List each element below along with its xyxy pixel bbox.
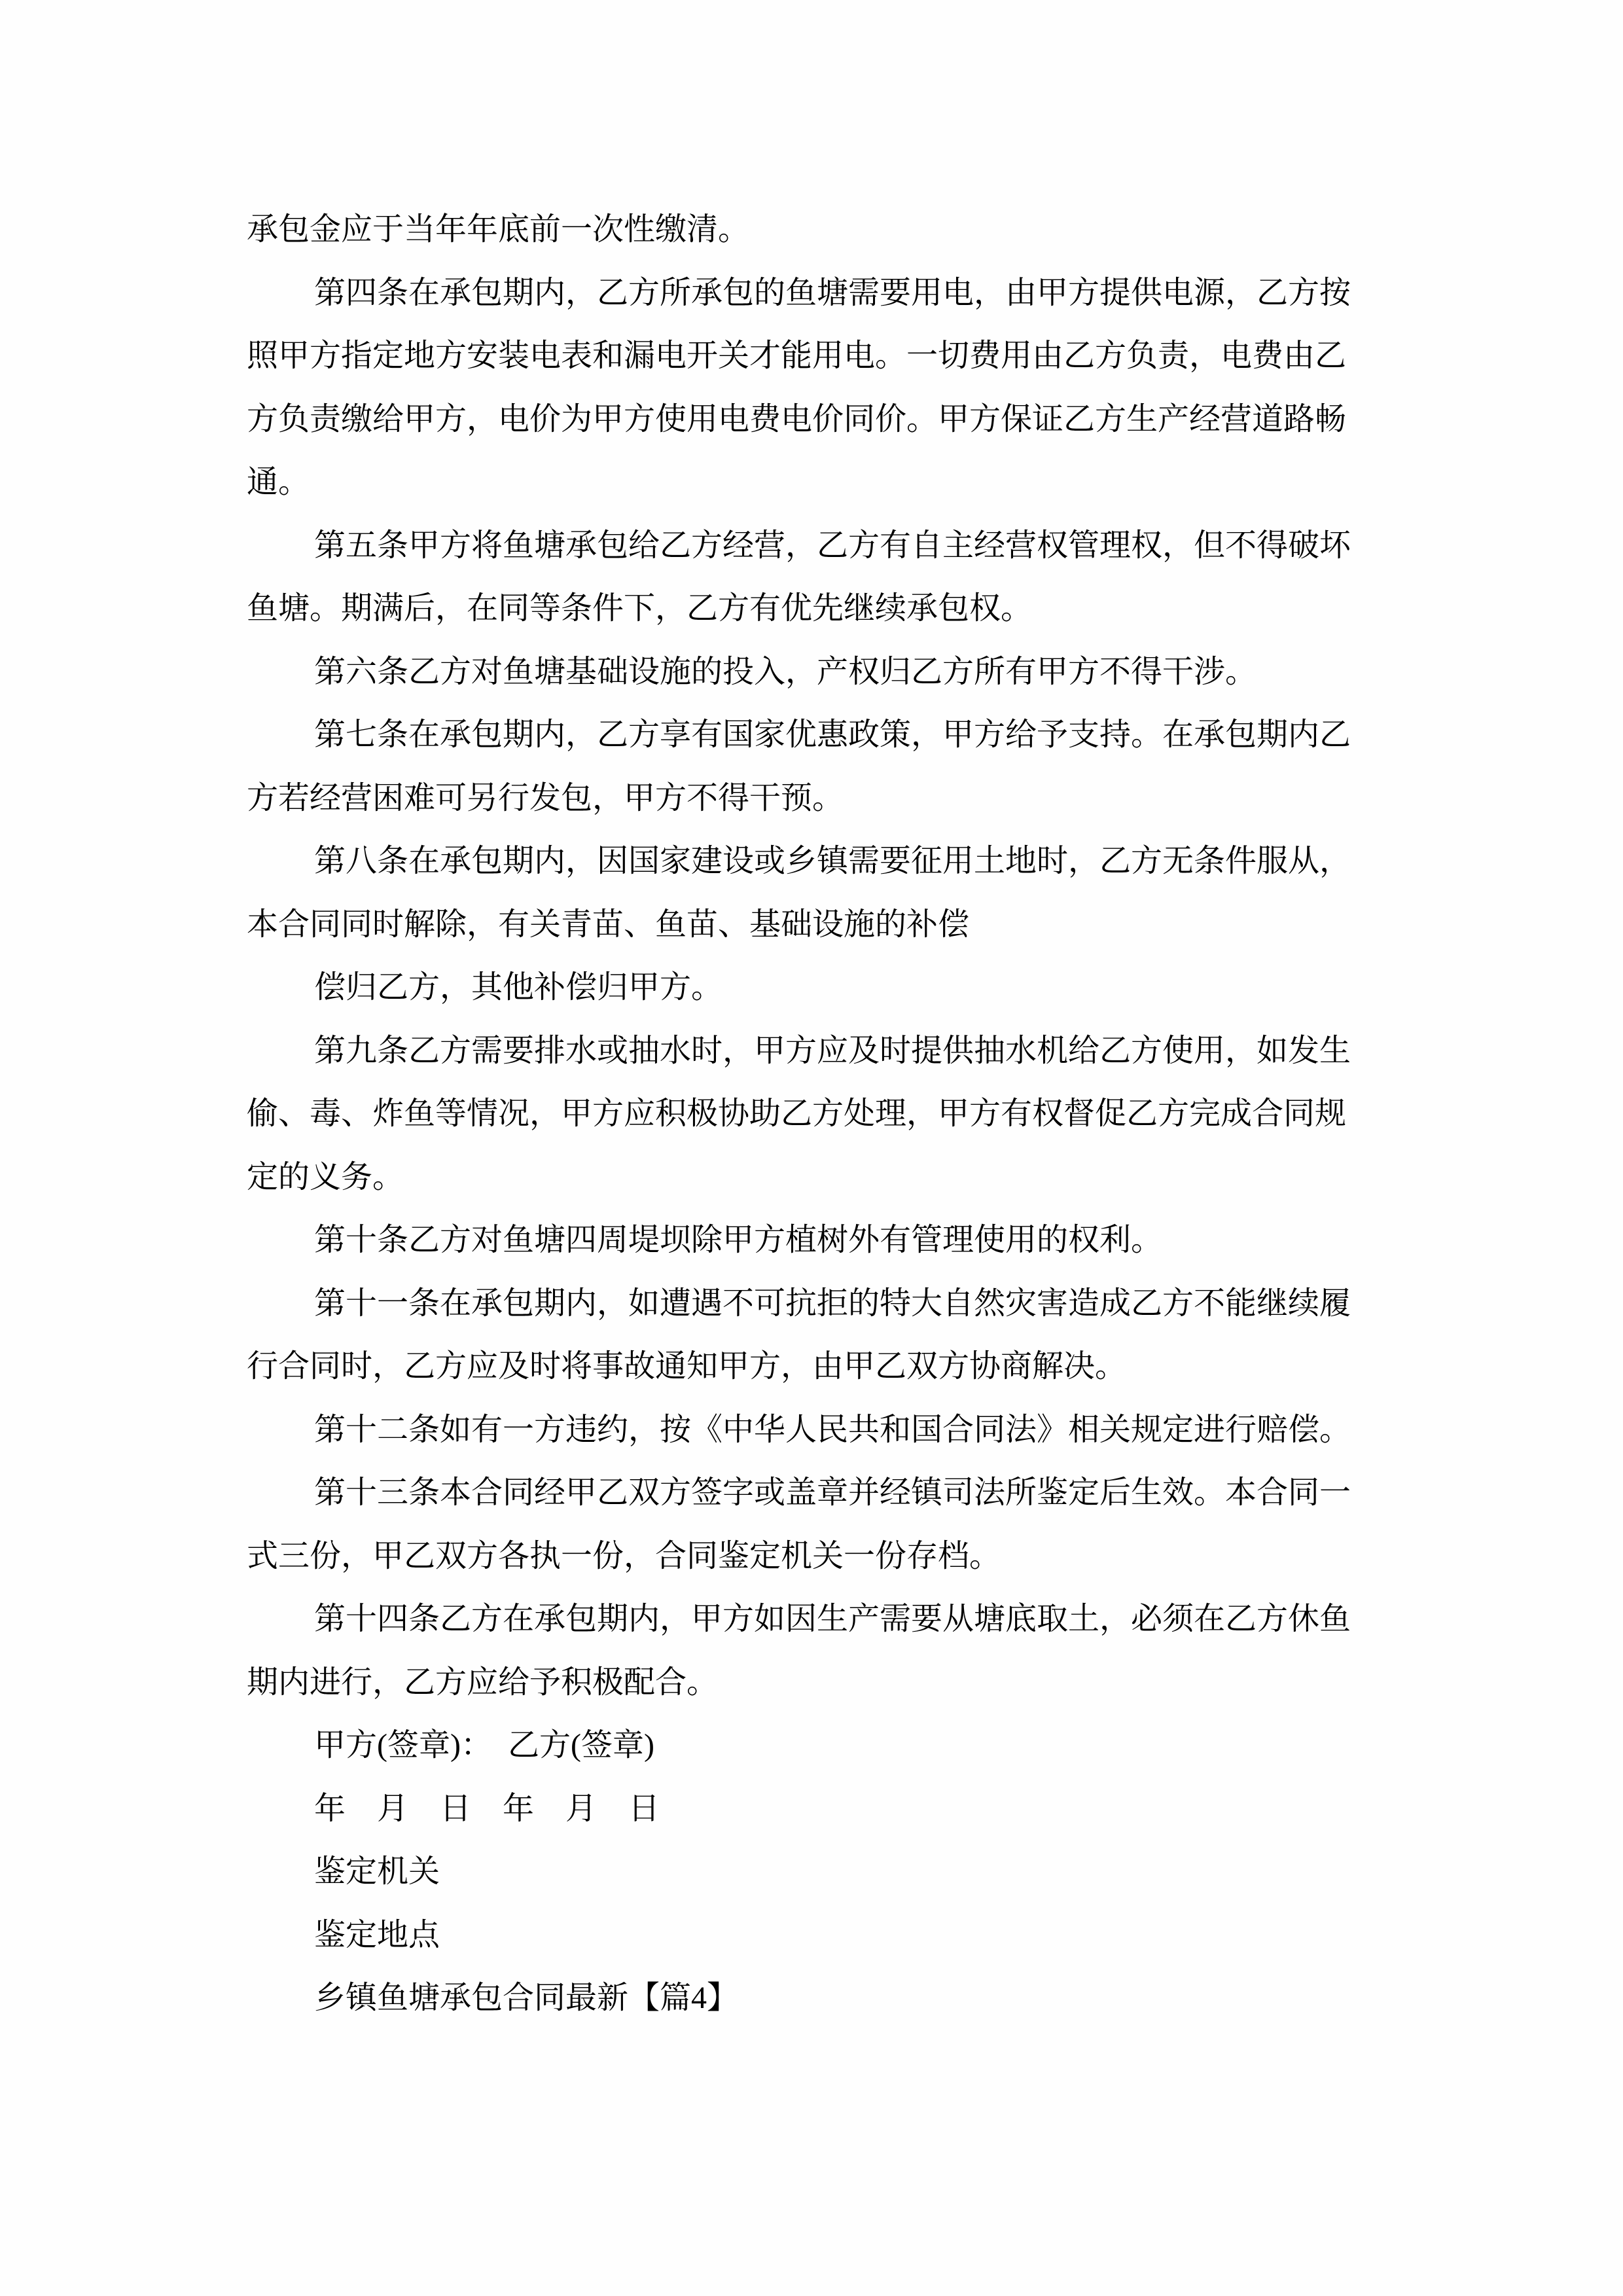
text-line: 期内进行，乙方应给予积极配合。 <box>247 1664 719 1700</box>
text-line: 鱼塘。期满后，在同等条件下，乙方有优先继续承包权。 <box>247 591 1033 626</box>
text-line: 第十一条在承包期内，如遭遇不可抗拒的特大自然灾害造成乙方不能继续履 <box>314 1285 1351 1321</box>
text-line: 偿归乙方，其他补偿归甲方。 <box>314 970 723 1005</box>
text-line: 方若经营困难可另行发包，甲方不得干预。 <box>247 780 844 816</box>
text-line: 定的义务。 <box>247 1159 404 1194</box>
text-line: 第四条在承包期内，乙方所承包的鱼塘需要用电，由甲方提供电源，乙方按 <box>314 275 1351 310</box>
text-line: 第十条乙方对鱼塘四周堤坝除甲方植树外有管理使用的权利。 <box>314 1223 1163 1257</box>
text-line: 方负责缴给甲方，电价为甲方使用电费电价同价。甲方保证乙方生产经营道路畅 <box>247 401 1347 437</box>
text-line: 行合同时，乙方应及时将事故通知甲方，由甲乙双方协商解决。 <box>247 1349 1127 1384</box>
text-line: 鉴定机关 <box>314 1854 440 1889</box>
text-line: 第十三条本合同经甲乙双方签字或盖章并经镇司法所鉴定后生效。本合同一 <box>314 1475 1351 1510</box>
text-line: 第七条在承包期内，乙方享有国家优惠政策，甲方给予支持。在承包期内乙 <box>314 717 1351 752</box>
text-line: 甲方(签章)： 乙方(签章) <box>314 1728 654 1763</box>
text-line: 式三份，甲乙双方各执一份，合同鉴定机关一份存档。 <box>247 1538 1001 1573</box>
text-line: 通。 <box>247 465 310 499</box>
text-line: 第十四条乙方在承包期内，甲方如因生产需要从塘底取土，必须在乙方休鱼 <box>314 1602 1351 1636</box>
text-line: 第十二条如有一方违约，按《中华人民共和国合同法》相关规定进行赔偿。 <box>314 1412 1351 1447</box>
text-line: 承包金应于当年年底前一次性缴清。 <box>247 212 750 247</box>
contract-text-block <box>247 198 1381 2030</box>
text-line: 第九条乙方需要排水或抽水时，甲方应及时提供抽水机给乙方使用，如发生 <box>314 1033 1351 1068</box>
text-line: 乡镇鱼塘承包合同最新【篇4】 <box>314 1981 739 2015</box>
text-line: 鉴定地点 <box>314 1917 440 1952</box>
text-line: 第五条甲方将鱼塘承包给乙方经营，乙方有自主经营权管理权，但不得破坏 <box>314 528 1351 563</box>
text-line: 偷、毒、炸鱼等情况，甲方应积极协助乙方处理，甲方有权督促乙方完成合同规 <box>247 1096 1347 1131</box>
text-line: 本合同同时解除，有关青苗、鱼苗、基础设施的补偿 <box>247 906 970 942</box>
text-line: 年 月 日 年 月 日 <box>314 1791 660 1826</box>
text-line: 照甲方指定地方安装电表和漏电开关才能用电。一切费用由乙方负责，电费由乙 <box>247 338 1347 373</box>
text-line: 第八条在承包期内，因国家建设或乡镇需要征用土地时，乙方无条件服从， <box>314 844 1351 878</box>
text-line: 第六条乙方对鱼塘基础设施的投入，产权归乙方所有甲方不得干涉。 <box>314 654 1257 689</box>
